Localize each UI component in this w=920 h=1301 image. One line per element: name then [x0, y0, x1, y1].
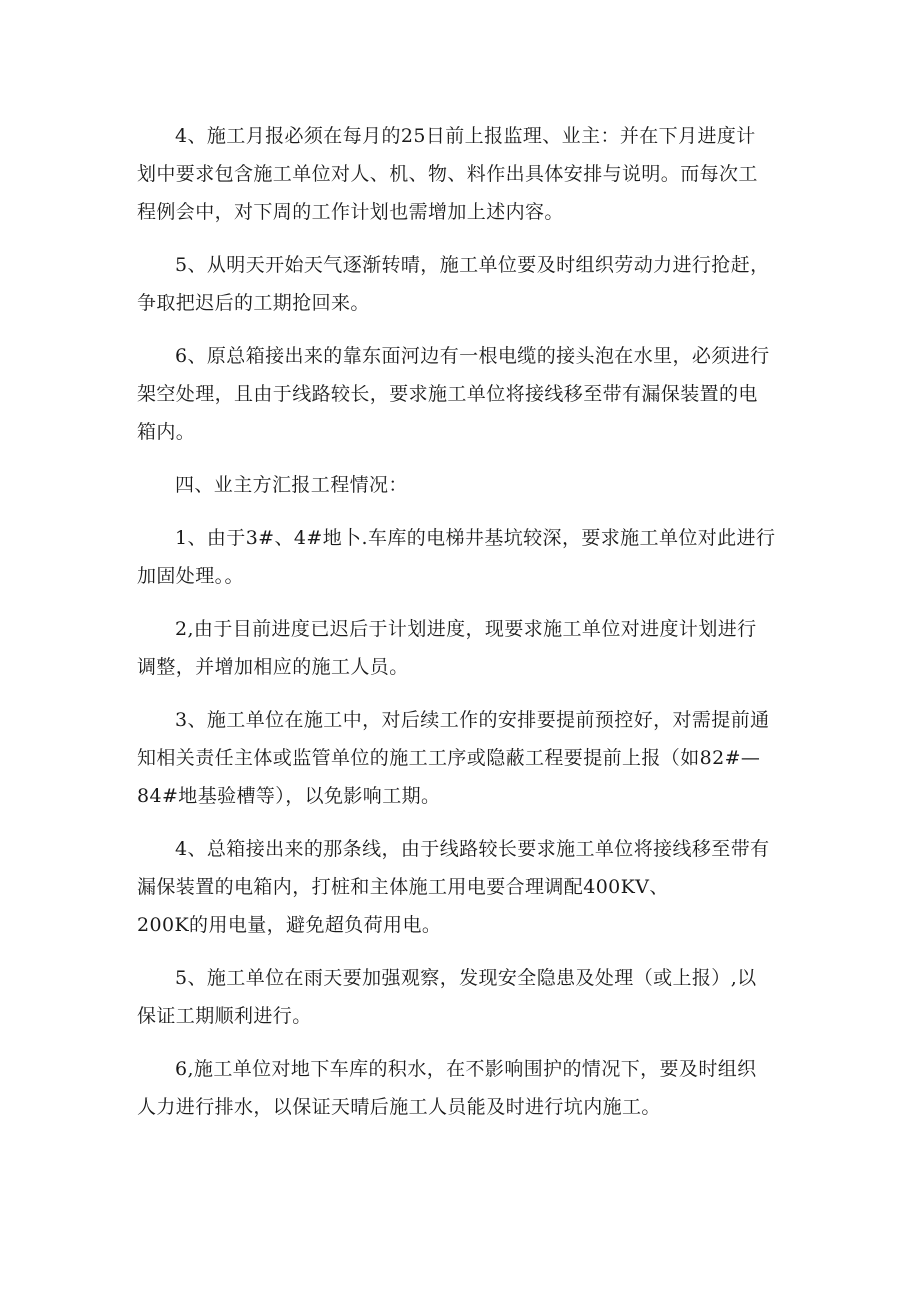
paragraph-line: 保证工期顺利进行。 [137, 1005, 312, 1027]
paragraph-line: 3、施工单位在施工中，对后续工作的安排要提前预控好，对需提前通 [175, 709, 770, 731]
paragraph-line: 加固处理。。 [137, 565, 244, 587]
section-heading-owner-report [137, 466, 787, 504]
paragraph-line: 6,施工单位对地下车库的积水，在不影响围护的情况下，要及时组织 [175, 1058, 757, 1080]
paragraph-line: 调整，并增加相应的施工人员。 [137, 656, 409, 678]
document-body [137, 117, 787, 1141]
paragraph-line: 5、从明天开始天气逐渐转晴，施工单位要及时组织劳动力进行抢赶， [175, 254, 770, 276]
paragraph-line: 4、总箱接出来的那条线，由于线路较长要求施工单位将接线移至带有 [175, 838, 770, 860]
paragraph-advance-control [137, 701, 787, 815]
paragraph-line: 4、施工月报必须在每月的25日前上报监理、业主：并在下月进度计 [175, 125, 756, 147]
paragraph-weather-schedule [137, 246, 787, 322]
paragraph-drainage [137, 1050, 787, 1126]
paragraph-line: 箱内。 [137, 421, 196, 443]
paragraph-line: 划中要求包含施工单位对人、机、物、料作出具体安排与说明。而每次工 [137, 163, 758, 185]
paragraph-schedule-adjust [137, 610, 787, 686]
paragraph-line: 程例会中，对下周的工作计划也需增加上述内容。 [137, 201, 564, 223]
paragraph-cable-joint [137, 337, 787, 451]
paragraph-line: 漏保装置的电箱内，打桩和主体施工用电要合理调配400KV、 [137, 876, 669, 898]
paragraph-line: 1、由于3#、4#地卜.车库的电梯井基坑较深，要求施工单位对此进行 [175, 527, 776, 549]
paragraph-power-allocation [137, 830, 787, 944]
paragraph-rain-safety [137, 959, 787, 1035]
paragraph-line: 6、原总箱接出来的靠东面河边有一根电缆的接头泡在水里，必须进行 [175, 345, 770, 367]
paragraph-pit-reinforcement [137, 519, 787, 595]
paragraph-line: 84#地基验槽等），以免影响工期。 [137, 785, 441, 807]
paragraph-report-deadline [137, 117, 787, 231]
paragraph-line: 知相关责任主体或监管单位的施工工序或隐蔽工程要提前上报（如82#— [137, 747, 761, 769]
paragraph-line: 人力进行排水，以保证天晴后施工人员能及时进行坑内施工。 [137, 1096, 661, 1118]
paragraph-line: 架空处理，且由于线路较长，要求施工单位将接线移至带有漏保装置的电 [137, 383, 758, 405]
paragraph-line: 2,由于目前进度已迟后于计划进度，现要求施工单位对进度计划进行 [175, 618, 757, 640]
paragraph-line: 200K的用电量，避免超负荷用电。 [137, 914, 442, 936]
paragraph-line: 争取把迟后的工期抢回来。 [137, 292, 370, 314]
section-heading: 四、业主方汇报工程情况： [175, 474, 408, 496]
paragraph-line: 5、施工单位在雨天要加强观察，发现安全隐患及处理（或上报）,以 [175, 967, 757, 989]
